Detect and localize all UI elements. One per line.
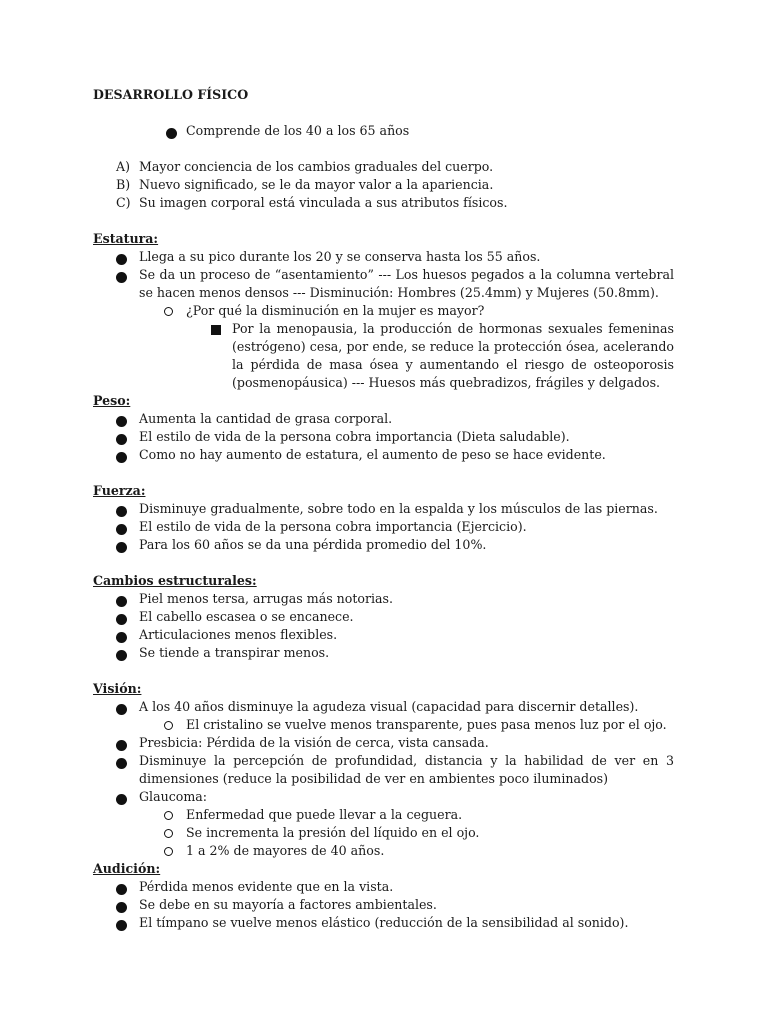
list-item: El cabello escasea o se encanece. [139,609,354,624]
list-item: Se debe en su mayoría a factores ambientales. [139,897,437,912]
sub-list-item: 1 a 2% de mayores de 40 años. [186,843,385,858]
list-item: Se tiende a transpirar menos. [139,645,330,660]
section-heading-cambios: Cambios estructurales: [93,573,257,588]
list-item: Glaucoma: [139,789,208,804]
sub-list-item: ¿Por qué la disminución en la mujer es mayor? [186,303,485,318]
bullet-icon [116,740,127,751]
bullet-icon [116,614,127,625]
list-marker: A) [116,159,131,174]
list-item: Para los 60 años se da una pérdida promedio del 10%. [139,537,487,552]
circle-bullet-icon [164,721,173,730]
circle-bullet-icon [164,847,173,856]
bullet-icon [116,884,127,895]
list-item: Aumenta la cantidad de grasa corporal. [139,411,393,426]
list-item: Presbicia: Pérdida de la visión de cerca, vista cansada. [139,735,489,750]
bullet-icon [116,506,127,517]
list-item: El estilo de vida de la persona cobra importancia (Dieta saludable). [139,429,570,444]
page-title: DESARROLLO FÍSICO [93,87,249,102]
list-item: Nuevo significado, se le da mayor valor a la apariencia. [139,177,494,192]
bullet-icon [116,650,127,661]
bullet-icon [116,452,127,463]
bullet-icon [116,596,127,607]
section-heading-audicion: Audición: [93,861,161,876]
list-item: Articulaciones menos flexibles. [139,627,338,642]
bullet-icon [116,704,127,715]
sub-list-item: Se incrementa la presión del líquido en el ojo. [186,825,480,840]
bullet-icon [116,920,127,931]
section-heading-fuerza: Fuerza: [93,483,146,498]
list-marker: C) [116,195,131,210]
list-item: El tímpano se vuelve menos elástico (reducción de la sensibilidad al sonido). [139,915,629,930]
list-item: El estilo de vida de la persona cobra importancia (Ejercicio). [139,519,527,534]
bullet-icon [116,542,127,553]
list-item: Disminuye gradualmente, sobre todo en la espalda y los músculos de las piernas. [139,501,658,516]
bullet-icon [116,434,127,445]
bullet-icon [116,632,127,643]
sub-sub-list-item: Por la menopausia, la producción de hormonas sexuales femeninas (estrógeno) cesa, por ende, se reduce la protección ósea, acelerando la pérdida de masa ósea y aumentando el riesgo de osteoporosis (posmenopáusica) --- Huesos más quebradizos, frágiles y delgados. [232,321,674,390]
intro-item: Comprende de los 40 a los 65 años [186,123,410,138]
list-item: A los 40 años disminuye la agudeza visual (capacidad para discernir detalles). [139,699,639,714]
bullet-icon [116,524,127,535]
circle-bullet-icon [164,811,173,820]
list-item: Su imagen corporal está vinculada a sus atributos físicos. [139,195,508,210]
sub-list-item: Enfermedad que puede llevar a la ceguera. [186,807,463,822]
section-heading-estatura: Estatura: [93,231,159,246]
bullet-icon [116,758,127,769]
sub-list-item: El cristalino se vuelve menos transparente, pues pasa menos luz por el ojo. [186,717,667,732]
list-item: Mayor conciencia de los cambios graduales del cuerpo. [139,159,494,174]
list-marker: B) [116,177,131,192]
bullet-icon [166,128,177,139]
section-heading-vision: Visión: [93,681,142,696]
list-item: Llega a su pico durante los 20 y se conserva hasta los 55 años. [139,249,541,264]
section-heading-peso: Peso: [93,393,131,408]
bullet-icon [116,902,127,913]
list-item: Como no hay aumento de estatura, el aumento de peso se hace evidente. [139,447,606,462]
list-item: Pérdida menos evidente que en la vista. [139,879,394,894]
square-bullet-icon [211,325,221,335]
circle-bullet-icon [164,307,173,316]
bullet-icon [116,794,127,805]
circle-bullet-icon [164,829,173,838]
list-item: Disminuye la percepción de profundidad, distancia y la habilidad de ver en 3 dimensiones (reduce la posibilidad de ver en ambientes poco iluminados) [139,753,674,786]
bullet-icon [116,272,127,283]
bullet-icon [116,254,127,265]
list-item: Se da un proceso de “asentamiento” --- Los huesos pegados a la columna vertebral se hacen menos densos --- Disminución: Hombres (25.4mm) y Mujeres (50.8mm). [139,267,674,300]
list-item: Piel menos tersa, arrugas más notorias. [139,591,394,606]
bullet-icon [116,416,127,427]
